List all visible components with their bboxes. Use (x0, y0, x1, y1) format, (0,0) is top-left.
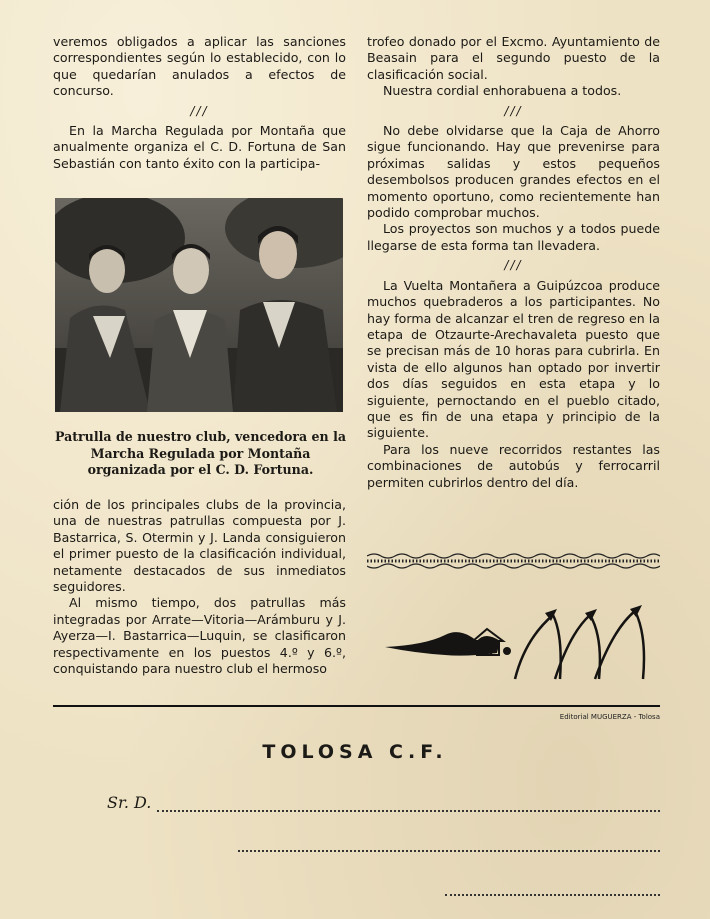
decorative-rule (367, 552, 660, 570)
paragraph: Al mismo tiempo, dos patrullas más integradas por Arrate—Vitoria—Arámburu y J. Ayerza—I. Bastarrica—Luquin, se clasificaron respectivamente en los puestos 4.º y 6.º, conquistando para nuestro club el hermoso (53, 595, 346, 677)
photo-illustration (55, 198, 343, 412)
address-line (238, 850, 660, 852)
paragraph: En la Marcha Regulada por Montaña que anualmente organiza el C. D. Fortuna de San Sebastián con tanto éxito con la participa- (53, 123, 346, 171)
separator: /// (190, 103, 209, 118)
left-column-top (53, 34, 346, 172)
paragraph: Nuestra cordial enhorabuena a todos. (383, 83, 622, 99)
address-label: Sr. D. (107, 793, 152, 812)
photo-caption: Patrulla de nuestro club, vencedora en la Marcha Regulada por Montaña organizada por el C. D. Fortuna. (54, 429, 347, 477)
address-line (445, 894, 660, 896)
paragraph: Para los nueve recorridos restantes las combinaciones de autobús y ferrocarril permiten cubrirlos dentro del día. (367, 441, 660, 490)
left-column-bottom (53, 497, 346, 677)
paragraph: trofeo donado por el Excmo. Ayuntamiento de Beasain para el segundo puesto de la clasificación social. (367, 34, 660, 82)
team-photo (55, 198, 343, 412)
club-title: TOLOSA C.F. (262, 741, 448, 763)
publisher-imprint: Editorial MUGUERZA - Tolosa (559, 713, 660, 721)
paragraph: Los proyectos son muchos y a todos puede llegarse de esta forma tan llevadera. (367, 221, 660, 253)
divider (53, 705, 660, 707)
paragraph: No debe olvidarse que la Caja de Ahorro sigue funcionando. Hay que prevenirse para próximas salidas y estos pequeños desembolsos producen grandes efectos en el momento oportuno, como recientemente han podido comprobar muchos. (367, 123, 660, 221)
separator: /// (504, 258, 523, 273)
mountain-village-logo (385, 605, 660, 685)
paragraph: ción de los principales clubs de la provincia, una de nuestras patrullas compuesta por J. Bastarrica, S. Otermin y J. Landa consiguieron el primer puesto de la clasificación individual, netamente destacados de sus inmediatos seguidores. (53, 497, 346, 595)
paragraph: La Vuelta Montañera a Guipúzcoa produce muchos quebraderos a los participantes. No hay forma de alcanzar el tren de regreso en la etapa de Otzaurte-Arechavaleta puesto que se precisan más de 10 horas para cubrirla. En vista de ello algunos han optado por invertir dos días seguidos en esta etapa y lo siguiente, pernoctando en el pueblo citado, que es fin de una etapa y principio de la siguiente. (367, 277, 660, 441)
separator: /// (504, 103, 523, 118)
address-line (157, 810, 660, 812)
right-column (367, 34, 660, 491)
paragraph: veremos obligados a aplicar las sanciones correspondientes según lo establecido, con lo que quedarían anulados a efectos de concurso. (53, 34, 346, 99)
